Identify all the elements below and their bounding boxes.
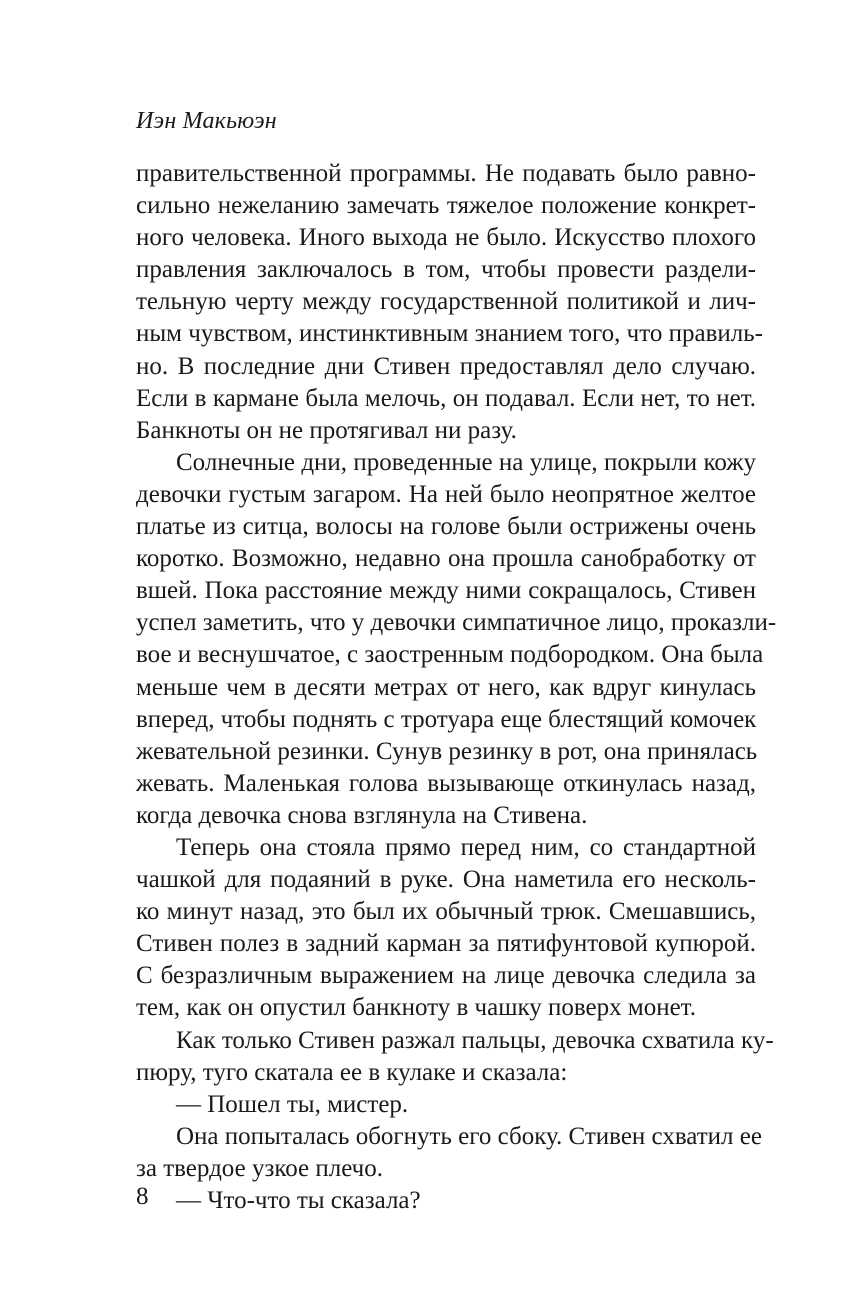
- text-line: вое и веснушчатое, с заостренным подбородком. Она была: [136, 641, 764, 669]
- running-head-author: Иэн Макьюэн: [136, 108, 277, 134]
- text-line: С безразличным выражением на лице девочка следила за: [136, 962, 756, 990]
- text-line: тельную черту между государственной политикой и лич-: [136, 288, 756, 316]
- text-line: за твердое узкое плечо.: [136, 1154, 383, 1182]
- text-line: — Пошел ты, мистер.: [176, 1090, 409, 1118]
- text-line: Если в кармане была мелочь, он подавал. Если нет, то нет.: [136, 384, 756, 412]
- text-line: вперед, чтобы поднять с тротуара еще блестящий комочек: [136, 705, 757, 733]
- text-line: тем, как он опустил банкноту в чашку поверх монет.: [136, 994, 696, 1022]
- text-line: меньше чем в десяти метрах от него, как вдруг кинулась: [136, 673, 756, 701]
- text-line: но. В последние дни Стивен предоставлял дело случаю.: [136, 352, 756, 380]
- text-line: когда девочка снова взглянула на Стивена.: [136, 801, 588, 829]
- text-line: коротко. Возможно, недавно она прошла санобработку от: [136, 545, 756, 573]
- text-line: Стивен полез в задний карман за пятифунтовой купюрой.: [136, 930, 756, 958]
- text-line: правительственной программы. Не подавать было равно-: [136, 160, 756, 187]
- text-line: платье из ситца, волосы на голове были острижены очень: [136, 513, 756, 541]
- text-line: сильно нежеланию замечать тяжелое положение конкрет-: [136, 192, 756, 220]
- text-line: девочки густым загаром. На ней было неопрятное желтое: [136, 480, 756, 508]
- text-line: Как только Стивен разжал пальцы, девочка схватила ку-: [176, 1026, 774, 1054]
- body-text: [136, 158, 777, 1217]
- text-line: жевательной резинки. Сунув резинку в рот, она принялась: [136, 737, 758, 765]
- text-line: пюру, туго скатала ее в кулаке и сказала:: [136, 1058, 568, 1086]
- text-line: правления заключалось в том, чтобы провести раздели-: [136, 256, 756, 284]
- text-line: успел заметить, что у девочки симпатичное лицо, проказли-: [136, 609, 777, 637]
- text-line: чашкой для подаяний в руке. Она наметила его несколь-: [136, 866, 756, 894]
- text-line: ко минут назад, это был их обычный трюк. Смешавшись,: [136, 898, 756, 926]
- page-number: 8: [136, 1183, 149, 1210]
- text-line: Теперь она стояла прямо перед ним, со стандартной: [176, 833, 756, 861]
- text-line: Солнечные дни, проведенные на улице, покрыли кожу: [176, 448, 756, 476]
- text-line: Она попыталась обогнуть его сбоку. Стивен схватил ее: [176, 1122, 762, 1150]
- text-line: — Что-что ты сказала?: [176, 1187, 421, 1214]
- text-line: ным чувством, инстинктивным знанием того, что правиль-: [136, 320, 763, 348]
- text-line: вшей. Пока расстояние между ними сокращалось, Стивен: [136, 577, 756, 605]
- text-line: ного человека. Иного выхода не было. Искусство плохого: [136, 224, 756, 252]
- text-line: жевать. Маленькая голова вызывающе откинулась назад,: [136, 769, 756, 797]
- text-line: Банкноты он не протягивал ни разу.: [136, 416, 517, 444]
